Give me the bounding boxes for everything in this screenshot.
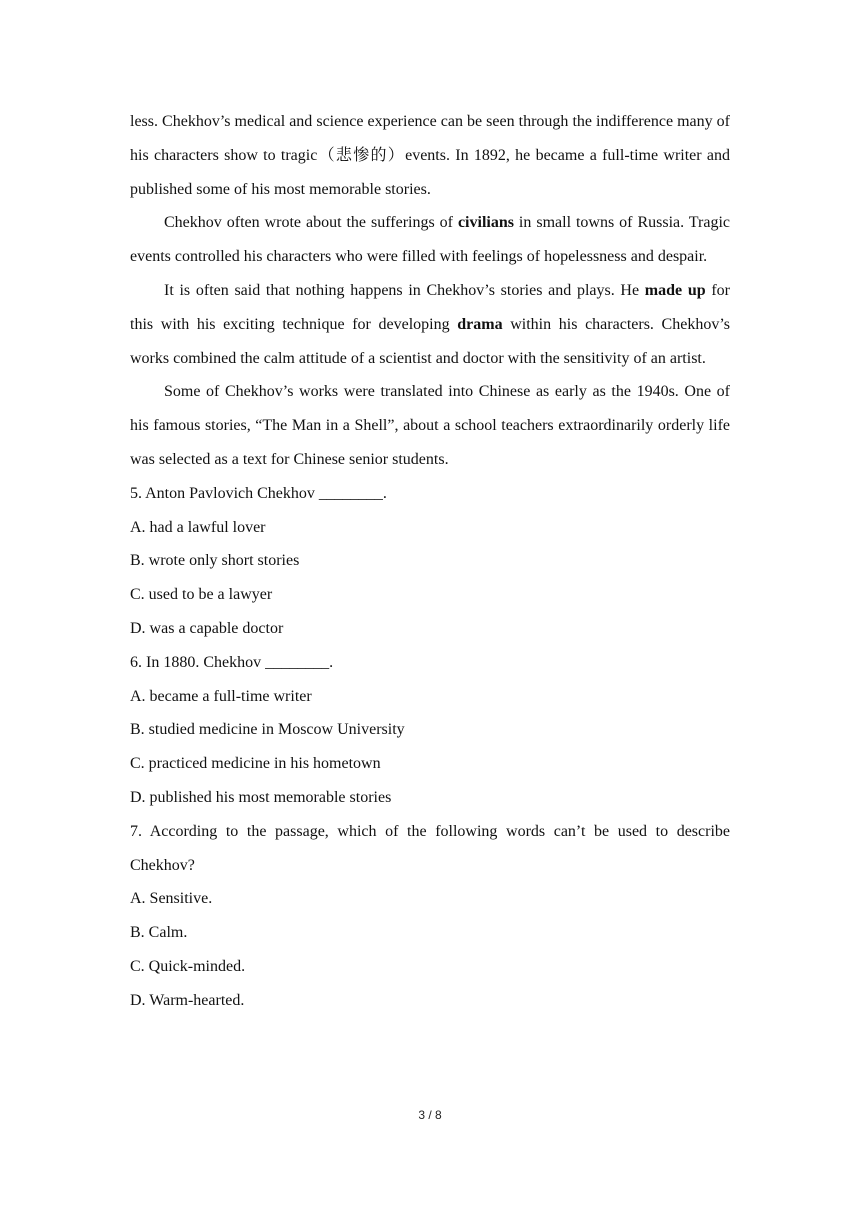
bold-term-civilians: civilians [457, 214, 514, 232]
option-a: A. Sensitive. [130, 890, 213, 908]
question-stem: 6. In 1880. Chekhov ________. [130, 653, 334, 671]
paragraph-text: for this with his exciting technique for developing [130, 281, 731, 333]
paragraph-text: Chekhov often wrote about the sufferings of [164, 214, 458, 232]
passage-paragraph-3: Some of Chekhov’s works were translated into Chinese as early as the 1940s. One of his famous stories, “The Man in a Shell”, about a school teachers extraordinarily orderly life was selected as a text for Chinese senior students. [130, 383, 730, 468]
question-stem: 5. Anton Pavlovich Chekhov ________. [130, 484, 387, 502]
passage-paragraph-1 [130, 206, 730, 274]
bold-term-drama: drama [457, 315, 503, 333]
passage-paragraph-0: less. Chekhov’s medical and science experience can be seen through the indifference many of his characters show to tragic（悲惨的）events. In 1892, he became a full-time writer and published some of his most memorable stories. [130, 113, 730, 198]
paragraph-text: within his characters. Chekhov’s works combined the calm attitude of a scientist and doctor with the sensitivity of an artist. [130, 315, 731, 367]
question-5 [130, 477, 730, 646]
option-a: A. had a lawful lover [130, 518, 266, 536]
bold-term-made-up: made up [644, 281, 706, 299]
page-number: 3 / 8 [418, 1108, 442, 1122]
option-b: B. studied medicine in Moscow University [130, 721, 405, 739]
option-b: B. Calm. [130, 924, 188, 942]
option-c: C. used to be a lawyer [130, 586, 273, 604]
option-d: D. Warm-hearted. [130, 991, 245, 1009]
paragraph-text: It is often said that nothing happens in Chekhov’s stories and plays. He [164, 281, 645, 299]
passage-paragraph-2 [130, 274, 730, 375]
option-d: D. published his most memorable stories [130, 788, 392, 806]
paragraph-text: in small towns of Russia. Tragic events controlled his characters who were filled with feelings of hopelessness and despair. [130, 214, 730, 266]
question-7 [130, 815, 730, 1018]
option-c: C. practiced medicine in his hometown [130, 755, 381, 773]
question-6 [130, 646, 730, 815]
document-page [130, 105, 730, 1018]
option-d: D. was a capable doctor [130, 619, 284, 637]
option-b: B. wrote only short stories [130, 552, 300, 570]
option-c: C. Quick-minded. [130, 957, 246, 975]
option-a: A. became a full-time writer [130, 687, 312, 705]
question-stem: 7. According to the passage, which of the following words can’t be used to describe Chekhov? [130, 822, 730, 874]
